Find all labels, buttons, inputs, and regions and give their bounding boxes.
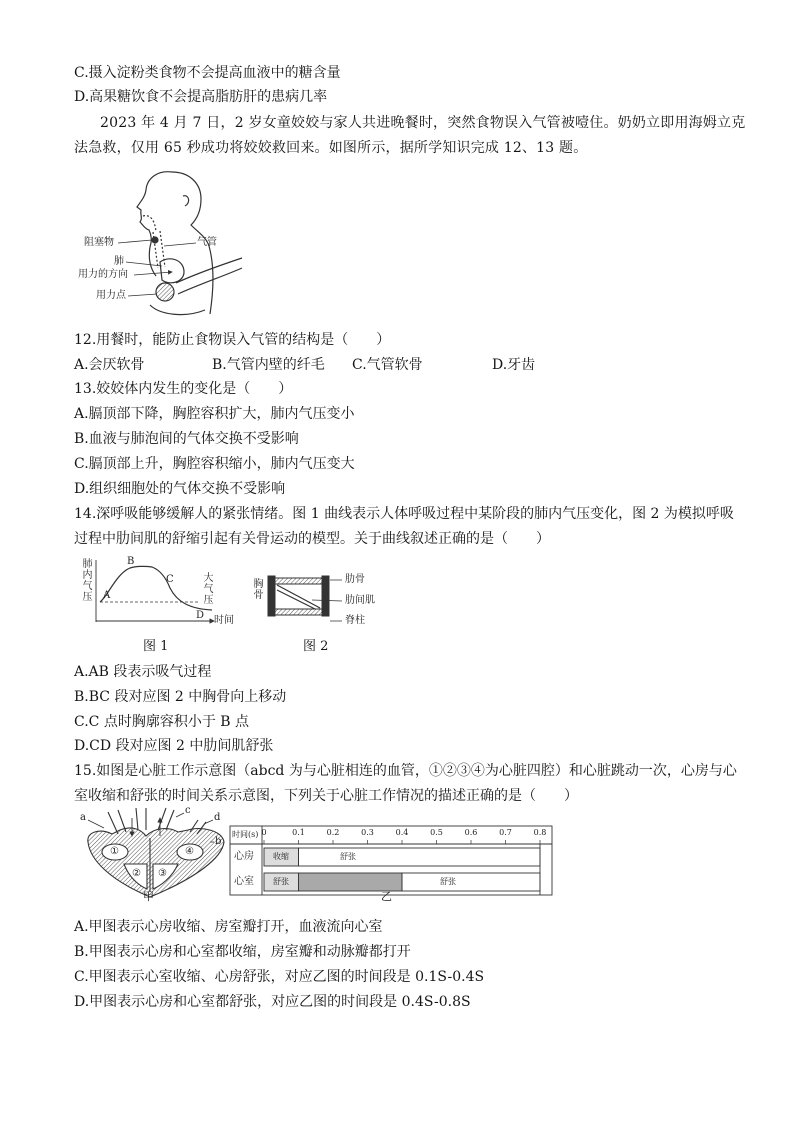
intercostal-label: 肋间肌 [345, 595, 375, 606]
q13-option-a: A.膈顶部下降，胸腔容积扩大，肺内气压变小 [74, 406, 355, 422]
q12-stem: 12.用餐时，能防止食物误入气管的结构是（ ） [74, 332, 391, 348]
tick-label: 0.4 [395, 828, 409, 837]
q13-stem: 13.姣姣体内发生的变化是（ ） [74, 381, 293, 397]
q12-option-c: C.气管软骨 [352, 357, 423, 373]
heimlich-illustration [118, 172, 242, 315]
passage-line-2: 法急救，仅用 65 秒成功将姣姣救回来。如图所示，据所学知识完成 12、13 题。 [74, 140, 588, 156]
q14-stem-line-1: 14.深呼吸能够缓解人的紧张情绪。图 1 曲线表示人体呼吸过程中某阶段的肺内气压变化，图 2 为模拟呼吸 [74, 506, 734, 522]
q14-option-d: D.CD 段对应图 2 中肋间肌舒张 [74, 738, 274, 754]
timeline-figure-caption: 乙 [381, 890, 392, 903]
rescuer-body-outline [150, 305, 205, 315]
chamber-4-label: ④ [185, 846, 194, 857]
tick-label: 0.6 [464, 828, 478, 837]
graph-y-label: 肺内气压 [80, 558, 91, 602]
rescuer-fist [156, 283, 174, 301]
timeline-row-ventricle: 心室 [234, 876, 254, 887]
q12-option-d: D.牙齿 [492, 357, 536, 373]
point-a-label: A [103, 590, 111, 601]
figure-1-caption: 图 1 [143, 639, 169, 654]
lung-shape [160, 259, 184, 283]
label-lung: 肺 [114, 256, 124, 267]
heart-diagram [88, 808, 224, 897]
q13-option-b: B.血液与肺泡间的气体交换不受影响 [74, 431, 299, 447]
timeline-row-atrium: 心房 [234, 851, 254, 862]
intercostal-band [277, 585, 320, 609]
victim-face-outline [137, 172, 172, 247]
rib-label: 肋骨 [345, 574, 365, 585]
sternum-bar [268, 576, 275, 616]
figure-2-caption: 图 2 [303, 639, 329, 654]
q15-option-c: C.甲图表示心室收缩、心房舒张，对应乙图的时间段是 0.1S-0.4S [74, 969, 485, 985]
prev-option-c: C.摄入淀粉类食物不会提高血液中的糖含量 [74, 65, 341, 81]
label-force-point: 用力点 [96, 290, 126, 301]
lower-rib-bar [275, 609, 322, 615]
tick-label: 0.5 [430, 828, 443, 837]
atrium-cell-contract: 收缩 [273, 852, 289, 861]
victim-ear [183, 196, 189, 206]
chamber-3-label: ③ [158, 868, 167, 879]
q15-option-d: D.甲图表示心房和心室都舒张，对应乙图的时间段是 0.4S-0.8S [74, 994, 471, 1010]
spine-bar [322, 576, 329, 616]
rescuer-arm-upper [176, 258, 242, 283]
sternum-label: 胸骨 [251, 578, 262, 600]
label-trachea: 气管 [197, 237, 217, 248]
label-force-direction: 用力的方向 [78, 269, 128, 280]
q15-option-b: B.甲图表示心房和心室都收缩，房室瓣和动脉瓣都打开 [74, 944, 411, 960]
atrium-relax-cell [299, 848, 541, 866]
point-c-label: C [166, 574, 174, 585]
vessel-b-label: b [215, 836, 222, 847]
q14-option-a: A.AB 段表示吸气过程 [74, 664, 212, 680]
q15-stem-line-2: 室收缩和舒张的时间关系示意图，下列关于心脏工作情况的描述正确的是（ ） [74, 788, 578, 804]
label-obstruction: 阻塞物 [84, 237, 114, 248]
tick-label: 0 [261, 828, 267, 837]
obstruction-mark [152, 237, 158, 243]
vessel-c-label: c [185, 805, 191, 816]
vessel-a-label: a [80, 812, 86, 823]
pressure-curve [100, 566, 212, 610]
airway-line [143, 216, 156, 232]
q15-option-a: A.甲图表示心房收缩、房室瓣打开，血液流向心室 [74, 919, 383, 935]
q13-option-d: D.组织细胞处的气体交换不受影响 [74, 481, 286, 497]
ventricle-relax-cell-end [402, 873, 540, 891]
upper-rib-bar [275, 578, 322, 584]
ventricle-cell-relax-end: 舒张 [440, 877, 456, 886]
tick-label: 0.3 [361, 828, 374, 837]
passage-line-1: 2023 年 4 月 7 日，2 岁女童姣姣与家人共进晚餐时，突然食物误入气管被噎住。奶奶立即用海姆立克 [100, 115, 746, 131]
victim-head-back-outline [172, 172, 209, 246]
timeline-tick-marks [264, 840, 540, 844]
q14-option-c: C.C 点时胸廓容积小于 B 点 [74, 714, 250, 730]
q14-option-b: B.BC 段对应图 2 中胸骨向上移动 [74, 689, 287, 705]
tick-label: 0.7 [499, 828, 512, 837]
victim-chest-outline [149, 247, 156, 276]
chamber-2-label: ② [132, 868, 141, 879]
timeline-time-label: 时间(s) [232, 830, 259, 839]
atmospheric-pressure-label: 大气压 [201, 572, 212, 605]
point-b-label: B [127, 556, 135, 567]
graph-x-label: 时间 [214, 615, 234, 626]
tick-label: 0.1 [292, 828, 305, 837]
ventricle-cell-relax-start: 舒张 [273, 877, 289, 886]
chamber-1-label: ① [110, 846, 119, 857]
atrium-cell-relax: 舒张 [340, 852, 356, 861]
vessel-d-label: d [214, 812, 221, 823]
point-d-label: D [196, 610, 205, 621]
tick-label: 0.2 [326, 828, 340, 837]
tick-label: 0.8 [533, 828, 547, 837]
q12-option-b: B.气管内壁的纤毛 [212, 357, 325, 373]
heart-figure-caption: 甲 [143, 890, 154, 903]
q15-stem-line-1: 15.如图是心脏工作示意图（abcd 为与心脏相连的血管，①②③④为心脏四腔）和心脏跳动一次，心房与心 [74, 763, 737, 779]
q12-option-a: A.会厌软骨 [74, 357, 145, 373]
prev-option-d: D.高果糖饮食不会提高脂肪肝的患病几率 [74, 89, 328, 105]
rib-movement-model [268, 576, 342, 621]
rescuer-arm-lower [178, 268, 242, 294]
spine-label: 脊柱 [345, 615, 365, 626]
q13-option-c: C.膈顶部上升，胸腔容积缩小，肺内气压变大 [74, 456, 355, 472]
q14-stem-line-2: 过程中肋间肌的舒缩引起有关骨运动的模型。关于曲线叙述正确的是（ ） [74, 531, 550, 547]
